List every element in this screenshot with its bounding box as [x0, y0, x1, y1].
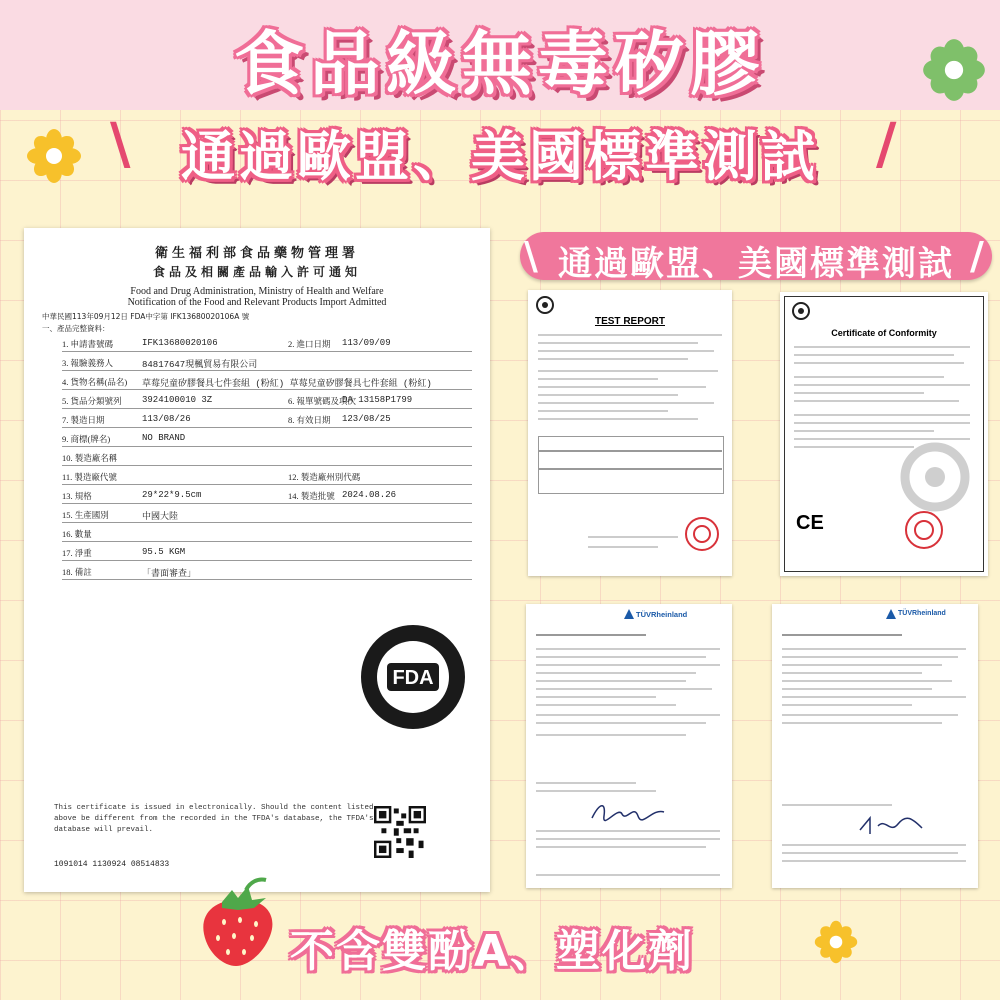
permit-row [52, 490, 472, 509]
permit-row-value: 29*22*9.5cm [142, 490, 202, 500]
permit-row [52, 452, 472, 471]
permit-agency: 衛生福利部食品藥物管理署 [154, 246, 359, 261]
tuv-report-1 [526, 604, 732, 888]
signature-2-icon [856, 814, 926, 838]
qr-code [374, 806, 426, 858]
permit-row [52, 433, 472, 452]
tuv-brand-2: TÜVRheinland [898, 610, 946, 617]
permit-row-label-2: 2. 進口日期 [288, 339, 331, 349]
permit-row [52, 471, 472, 490]
permit-footer-note: This certificate is issued in electronically. Should the content listed above be different from the recorded in the TFDA's database, the TFDA's database will prevail. [54, 804, 374, 834]
bpa-free-claim: 不含雙酚A、塑化劑 [290, 926, 695, 977]
import-permit-document [24, 228, 490, 892]
permit-row-underline [62, 522, 472, 523]
slash-left: \ [110, 112, 131, 177]
tuv-triangle-2-icon [886, 609, 896, 619]
permit-row-underline [62, 465, 472, 466]
permit-row [52, 566, 472, 585]
permit-row-underline [62, 446, 472, 447]
slash-right: / [876, 112, 897, 177]
permit-row-value-2: 113/09/09 [342, 338, 391, 348]
permit-row-underline [62, 579, 472, 580]
tuv-brand-1: TÜVRheinland [636, 610, 688, 619]
permit-row-value: IFK13680020106 [142, 338, 218, 348]
permit-row-value: 草莓兒童矽膠餐具七件套組 (粉紅) 草莓兒童矽膠餐具七件套組 (粉紅) [142, 379, 432, 389]
permit-row-label: 15. 生產國別 [62, 510, 109, 520]
test-banner [520, 232, 992, 284]
signature-icon [588, 800, 668, 824]
permit-row [52, 338, 472, 357]
permit-row-value: 「書面審查」 [142, 569, 197, 579]
tuv-triangle-icon [624, 609, 634, 619]
permit-row-value: NO BRAND [142, 433, 186, 443]
permit-row-label: 7. 製造日期 [62, 415, 105, 425]
certificate-of-conformity [780, 292, 988, 576]
permit-row [52, 547, 472, 566]
fda-seal [359, 623, 467, 731]
permit-section: 一、產品完整資料： [42, 324, 110, 333]
permit-row-label: 1. 申請書號碼 [62, 339, 114, 349]
permit-title-en-2: Notification of the Food and Relevant Products Import Admitted [127, 297, 387, 308]
permit-row [52, 528, 472, 547]
permit-row-value-2: DA 13158P1799 [342, 395, 413, 405]
permit-row-value: 中國大陸 [142, 512, 179, 522]
permit-row-label: 9. 商標(牌名) [62, 434, 111, 444]
permit-title-zh: 食品及相關產品輸入許可通知 [152, 265, 361, 279]
watermark-logo-icon [900, 442, 970, 512]
permit-row-underline [62, 370, 472, 371]
page-title: 食品級無毒矽膠 [234, 23, 766, 105]
permit-row-value: 84817647現楓貿易有限公司 [142, 360, 258, 370]
permit-row-underline [62, 560, 472, 561]
lab-logo-icon [536, 296, 554, 314]
pill-slash-left: \ [524, 234, 538, 278]
permit-row-underline [62, 389, 472, 390]
permit-doc-number: 1091014 1130924 08514833 [54, 860, 170, 869]
permit-row [52, 414, 472, 433]
permit-row-value-2: 123/08/25 [342, 414, 391, 424]
permit-row [52, 376, 472, 395]
coc-title: Certificate of Conformity [831, 328, 937, 338]
lab-logo-2-icon [792, 302, 810, 320]
permit-row-underline [62, 484, 472, 485]
red-stamp-2-icon [904, 510, 944, 550]
subtitle-wrap [0, 112, 1000, 188]
permit-row-label-2: 12. 製造廠州別代碼 [288, 472, 361, 482]
permit-row-label: 16. 數量 [62, 529, 92, 539]
permit-row-value: 95.5 KGM [142, 547, 186, 557]
permit-row-label: 13. 規格 [62, 491, 92, 501]
page-subtitle: 通過歐盟、美國標準測試 [181, 125, 819, 188]
test-report-document [528, 290, 732, 576]
strawberry-icon [196, 876, 280, 968]
fda-seal-text: FDA [392, 667, 434, 689]
permit-row-label: 3. 報驗義務人 [62, 358, 114, 368]
permit-row [52, 509, 472, 528]
permit-row-label-2: 14. 製造批號 [288, 491, 335, 501]
permit-row-label: 18. 備註 [62, 567, 92, 577]
yellow-flower-small-icon [814, 920, 858, 964]
permit-title-en-1: Food and Drug Administration, Ministry of Health and Welfare [130, 286, 384, 297]
permit-row-label: 5. 貨品分類號列 [62, 396, 122, 406]
permit-row-label: 4. 貨物名稱(品名) [62, 377, 128, 387]
permit-row-underline [62, 541, 472, 542]
permit-row-value: 3924100010 3Z [142, 395, 213, 405]
permit-row-value-2: 2024.08.26 [342, 490, 397, 500]
permit-row [52, 395, 472, 414]
permit-row-label: 11. 製造廠代號 [62, 472, 117, 482]
test-report-title: TEST REPORT [594, 316, 665, 327]
tuv-report-2 [772, 604, 978, 888]
permit-row [52, 357, 472, 376]
permit-row-label-2: 8. 有效日期 [288, 415, 331, 425]
permit-row-underline [62, 503, 472, 504]
permit-row-label: 10. 製造廠名稱 [62, 453, 118, 463]
permit-row-underline [62, 427, 472, 428]
red-stamp-icon [684, 516, 720, 552]
pill-slash-right: / [970, 234, 984, 278]
test-banner-text: 通過歐盟、美國標準測試 [558, 244, 954, 284]
permit-row-label-2: 6. 報單號碼及項次 [288, 396, 357, 406]
permit-rows [52, 338, 472, 585]
permit-row-underline [62, 351, 472, 352]
permit-row-label: 17. 淨重 [62, 548, 92, 558]
ce-mark: CE [796, 512, 824, 534]
permit-row-underline [62, 408, 472, 409]
permit-ref-line: 中華民國113年09月12日 FDA中字第 IFK13680020106A 號 [42, 312, 250, 321]
permit-row-value: 113/08/26 [142, 414, 191, 424]
